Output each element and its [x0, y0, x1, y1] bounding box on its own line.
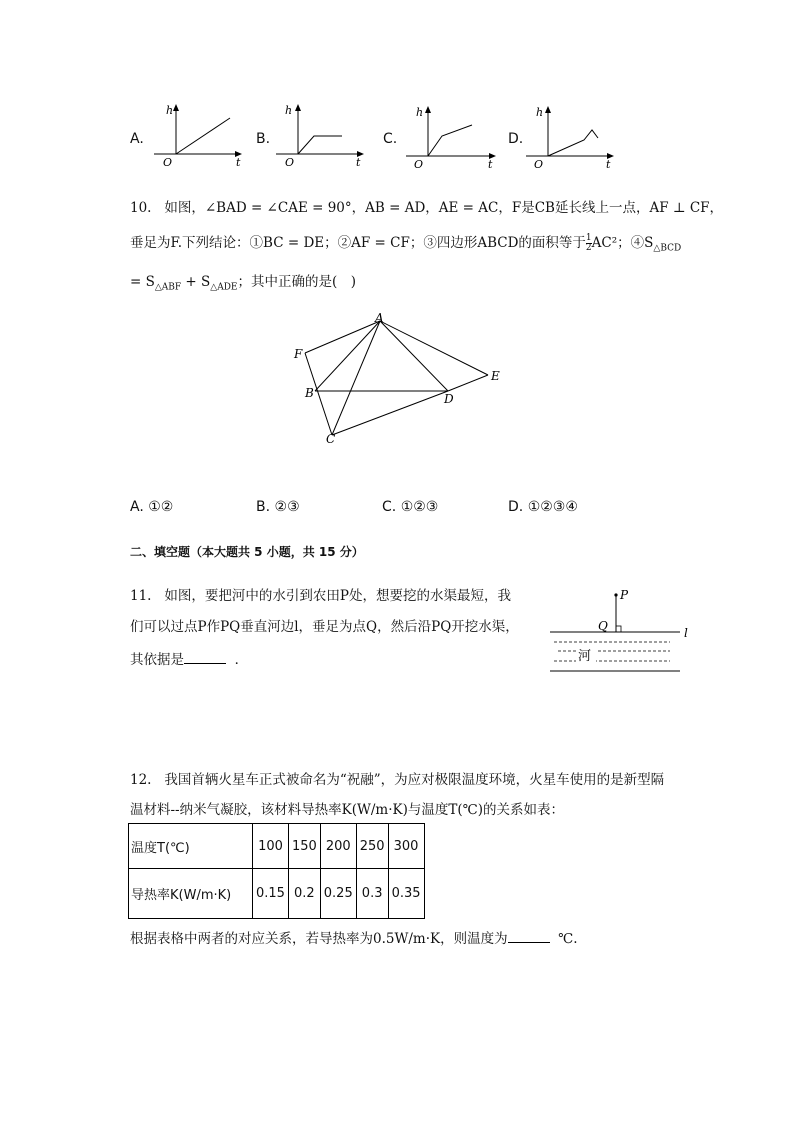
q9-option-b-label: B. — [256, 131, 271, 147]
table-cell: 200 — [320, 824, 356, 869]
q10-line3-c: ；其中正确的是( ) — [237, 274, 357, 290]
q11-line1-text: 如图，要把河中的水引到农田P处，想要挖的水渠最短，我 — [164, 588, 511, 604]
table-cell: 100 — [253, 824, 289, 869]
table-row — [129, 869, 425, 919]
q11-number: 11. — [130, 588, 152, 604]
table-row-header: 温度T(℃) — [129, 824, 253, 869]
q10-option-b — [256, 497, 300, 517]
q10-line1-text: 如图，∠BAD = ∠CAE = 90°，AB = AD，AE = AC，F是CB延长线上一点，AF ⊥ CF， — [164, 200, 724, 216]
q11-line1 — [130, 586, 511, 606]
q11-line3-a: 其依据是 — [130, 652, 184, 668]
graph-a-t-label: t — [236, 156, 241, 169]
q10-point-b: B — [305, 386, 314, 400]
table-row-header: 导热率K(W/m·K) — [129, 869, 253, 919]
q12-line3 — [130, 928, 578, 949]
q10-line3 — [130, 272, 356, 298]
graph-d-line — [548, 130, 598, 156]
q10-option-c-value: ①②③ — [400, 499, 439, 515]
q10-option-c — [382, 497, 438, 517]
q9-graph-c — [402, 102, 502, 172]
q12-line1 — [130, 770, 664, 790]
q10-line3-sub2: △ADE — [210, 282, 238, 293]
q10-line2 — [130, 233, 681, 259]
table-cell: 0.35 — [388, 869, 424, 919]
q10-point-f: F — [294, 347, 303, 361]
graph-a-line — [176, 118, 230, 154]
q11-point-p: P — [620, 588, 629, 602]
q10-frac-den: 2 — [585, 243, 592, 253]
q10-option-d-label: D. — [508, 499, 524, 515]
q12-data-table — [128, 823, 425, 919]
graph-c-origin-label: O — [414, 158, 424, 171]
q11-line3-b: ． — [234, 652, 249, 668]
q10-option-a-value: ①② — [148, 499, 174, 515]
table-cell: 0.25 — [320, 869, 356, 919]
q10-frac-num: 1 — [585, 233, 592, 243]
graph-d-t-label: t — [606, 158, 611, 171]
table-cell: 0.15 — [253, 869, 289, 919]
table-cell: 0.2 — [288, 869, 320, 919]
q12-line1-text: 我国首辆火星车正式被命名为“祝融”，为应对极限温度环境，火星车使用的是新型隔 — [164, 772, 665, 788]
q10-point-e: E — [491, 369, 500, 383]
graph-d-h-label: h — [536, 106, 544, 119]
q9-graph-a — [150, 102, 250, 172]
q10-number: 10. — [130, 200, 152, 216]
q12-line2: 温材料--纳米气凝胶，该材料导热率K(W/m·K)与温度T(℃)的关系如表： — [130, 802, 564, 818]
q11-point-q: Q — [598, 619, 608, 633]
q11-answer-blank[interactable] — [184, 649, 226, 664]
q12-line3-b: ℃. — [558, 931, 578, 947]
q12-number: 12. — [130, 772, 152, 788]
q10-option-b-label: B. — [256, 499, 271, 515]
q11-line2: 们可以过点P作PQ垂直河边l，垂足为点Q，然后沿PQ开挖水渠， — [130, 619, 519, 635]
graph-a-h-label: h — [166, 104, 174, 117]
q10-option-c-label: C. — [382, 499, 397, 515]
graph-c-t-label: t — [488, 158, 493, 171]
q10-option-a-label: A. — [130, 499, 144, 515]
q10-line2-sub: △BCD — [653, 243, 682, 254]
q10-line2-a: 垂足为F.下列结论：①BC = DE；②AF = CF；③四边形ABCD的面积等于 — [130, 235, 586, 251]
graph-c-h-label: h — [416, 106, 424, 119]
q10-point-a: A — [375, 311, 384, 325]
q9-graph-b — [272, 102, 372, 172]
q10-line3-sub1: △ABF — [154, 282, 182, 293]
q11-river-label: 河 — [578, 649, 592, 664]
q11-line-l: l — [684, 626, 688, 640]
q11-river-figure — [540, 583, 700, 678]
graph-a-origin-label: O — [163, 156, 173, 169]
q10-point-d: D — [444, 392, 454, 406]
graph-b-t-label: t — [356, 156, 361, 169]
section2-title: 二、填空题（本大题共 5 小题，共 15 分） — [130, 545, 364, 559]
q10-line3-b: + S — [181, 274, 211, 290]
q10-line1 — [130, 198, 723, 218]
graph-d-origin-label: O — [534, 158, 544, 171]
q10-point-c: C — [326, 432, 336, 446]
q9-option-a-label: A. — [130, 131, 144, 147]
q9-graph-d — [522, 102, 622, 172]
graph-c-line — [428, 125, 472, 156]
graph-b-h-label: h — [285, 104, 293, 117]
q12-line3-a: 根据表格中两者的对应关系，若导热率为0.5W/m·K，则温度为 — [130, 931, 508, 947]
table-cell: 300 — [388, 824, 424, 869]
q10-line3-a: = S — [130, 274, 155, 290]
q10-line2-b: AC²；④S — [591, 235, 654, 251]
graph-b-origin-label: O — [285, 156, 295, 169]
table-cell: 0.3 — [356, 869, 388, 919]
q10-geometry-figure — [285, 305, 510, 450]
graph-b-line — [298, 136, 342, 154]
q10-option-a — [130, 497, 173, 517]
q10-option-b-value: ②③ — [274, 499, 300, 515]
table-cell: 150 — [288, 824, 320, 869]
q9-option-d-label: D. — [508, 131, 524, 147]
q10-option-d-value: ①②③④ — [527, 499, 578, 515]
table-row — [129, 824, 425, 869]
q11-line3 — [130, 649, 248, 670]
table-cell: 250 — [356, 824, 388, 869]
q10-option-d — [508, 497, 578, 517]
q12-answer-blank[interactable] — [508, 928, 550, 943]
q9-option-c-label: C. — [383, 131, 398, 147]
